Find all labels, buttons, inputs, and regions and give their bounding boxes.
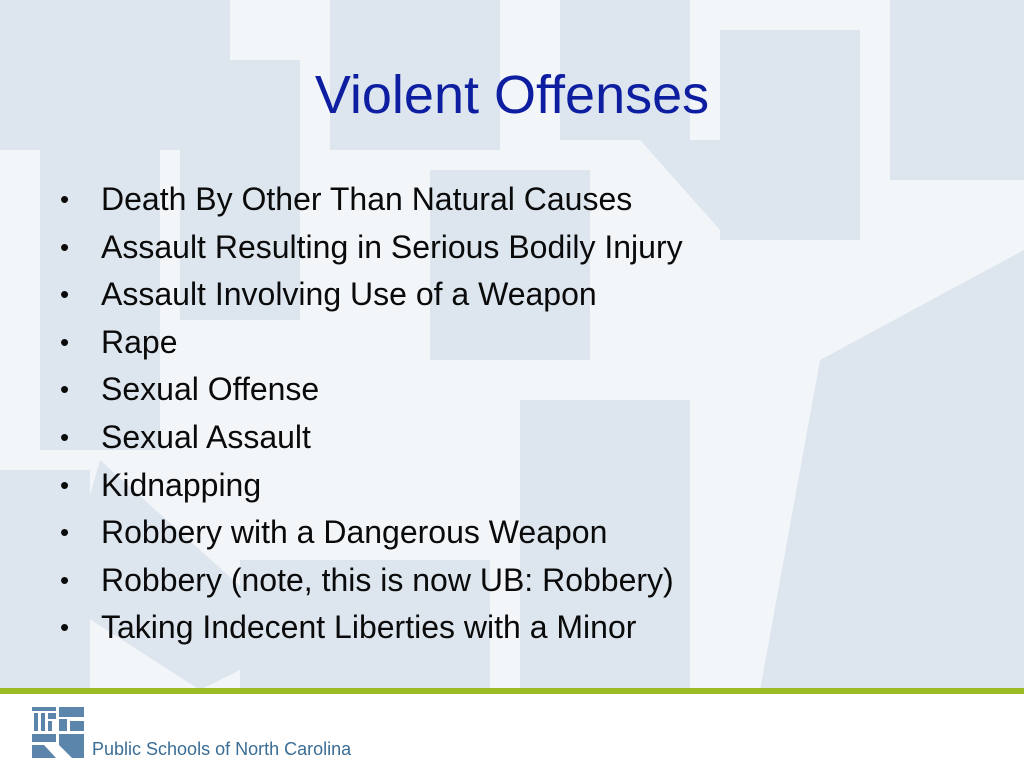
bullet-icon: • xyxy=(60,374,70,405)
bullet-icon: • xyxy=(60,231,70,262)
bullet-text: Kidnapping xyxy=(101,466,262,503)
bullet-text: Sexual Assault xyxy=(101,418,311,455)
slide-title: Violent Offenses xyxy=(314,65,710,125)
list-item xyxy=(60,414,683,462)
list-item xyxy=(60,271,683,319)
bullet-text: Assault Resulting in Serious Bodily Injury xyxy=(101,228,683,265)
bullet-text: Rape xyxy=(101,323,178,360)
bullet-icon: • xyxy=(60,326,70,357)
bullet-icon: • xyxy=(60,564,70,595)
list-item xyxy=(60,224,683,272)
list-item xyxy=(60,176,683,224)
bullet-icon: • xyxy=(60,421,70,452)
public-schools-nc-logo-icon xyxy=(30,705,86,759)
bullet-icon: • xyxy=(60,279,70,310)
bullet-text: Assault Involving Use of a Weapon xyxy=(101,276,597,313)
bullet-icon: • xyxy=(60,612,70,643)
bullet-icon: • xyxy=(60,184,70,214)
bullet-text: Robbery (note, this is now UB: Robbery) xyxy=(101,561,674,598)
list-item xyxy=(60,462,683,510)
list-item xyxy=(60,557,683,605)
bullet-list xyxy=(60,176,683,652)
bullet-text: Sexual Offense xyxy=(101,371,320,408)
list-item xyxy=(60,509,683,557)
bullet-icon: • xyxy=(60,469,70,500)
list-item xyxy=(60,366,683,414)
bullet-text: Robbery with a Dangerous Weapon xyxy=(101,514,608,551)
organization-name: Public Schools of North Carolina xyxy=(92,739,352,759)
list-item xyxy=(60,604,683,652)
bullet-text: Death By Other Than Natural Causes xyxy=(101,181,633,217)
footer xyxy=(0,694,1024,768)
bullet-text: Taking Indecent Liberties with a Minor xyxy=(101,609,637,646)
bullet-icon: • xyxy=(60,517,70,548)
list-item xyxy=(60,319,683,367)
